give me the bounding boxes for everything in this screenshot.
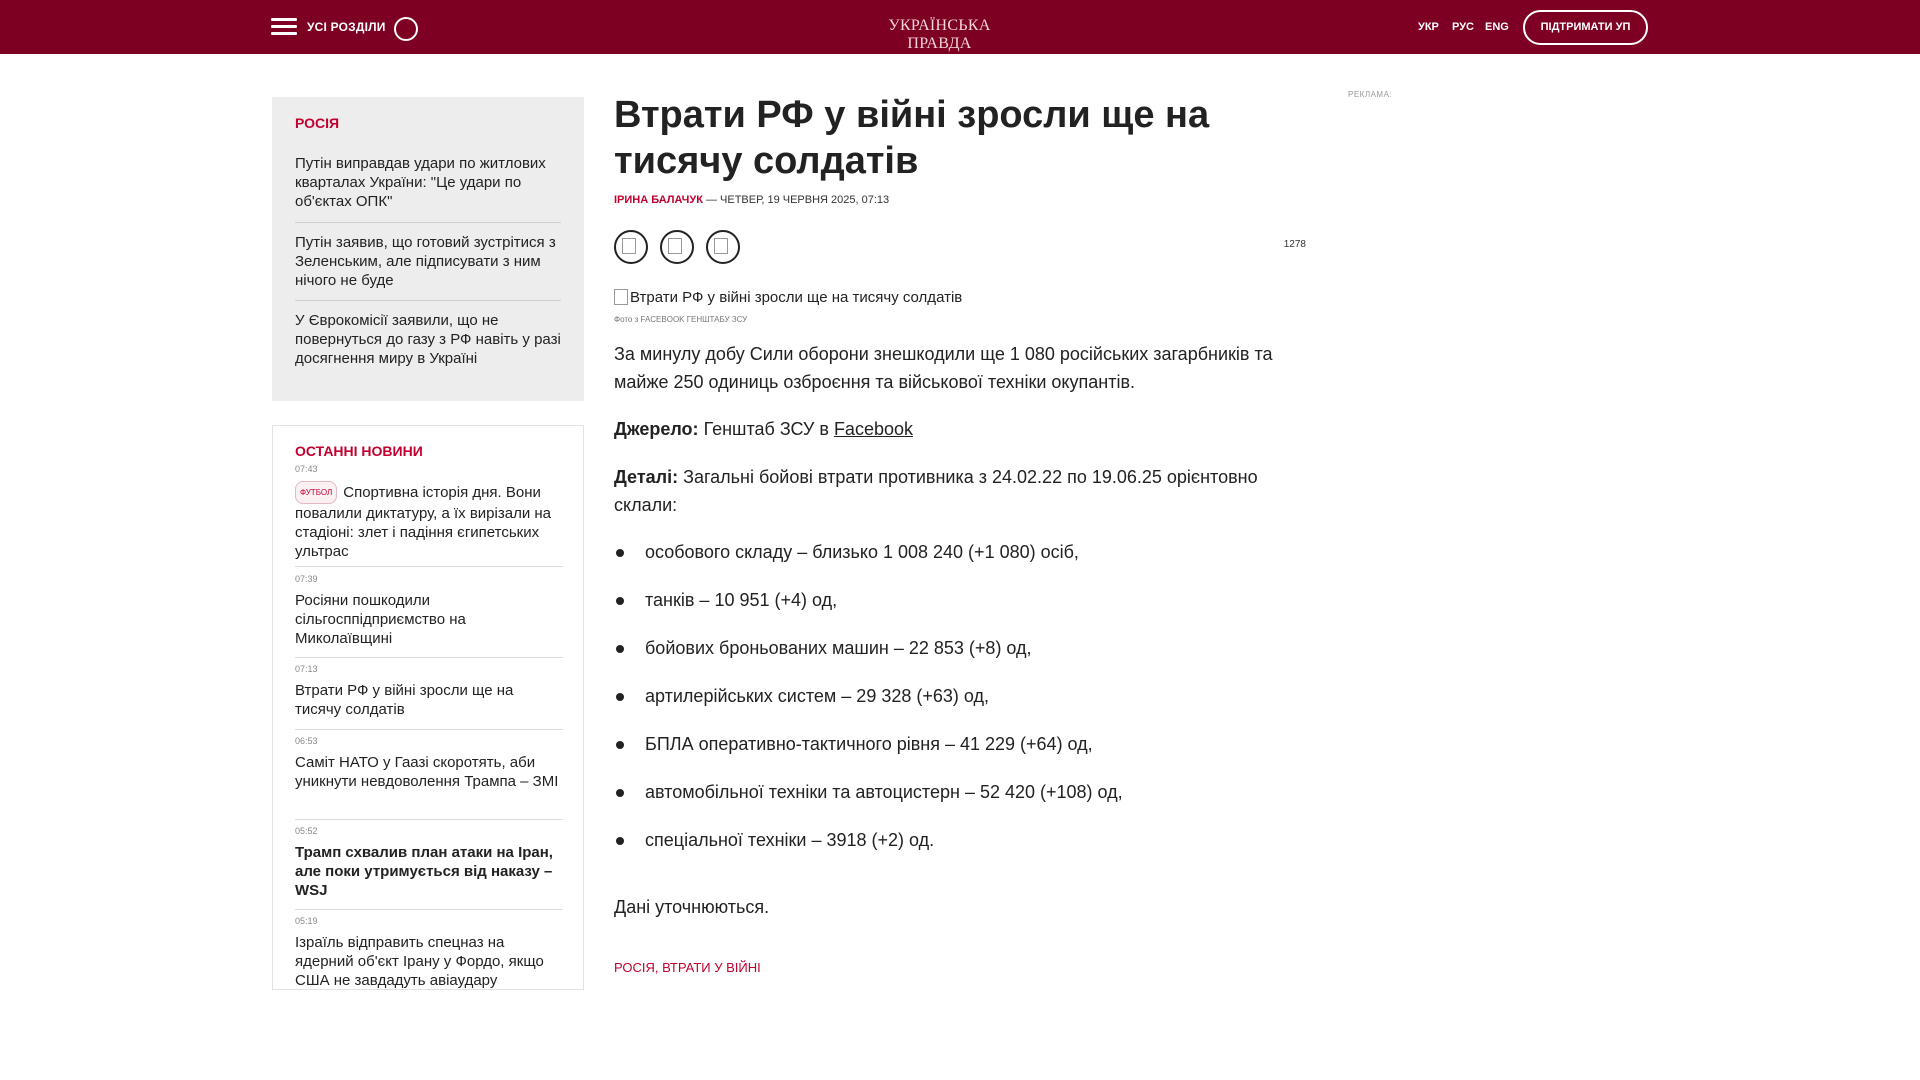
news-item[interactable] <box>295 574 563 648</box>
news-item[interactable] <box>295 464 563 561</box>
details-text: Загальні бойові втрати противника з 24.02.22 по 19.06.25 орієнтовно склали: <box>614 467 1258 515</box>
article-photo <box>614 289 962 306</box>
ad-label: РЕКЛАМА: <box>1348 90 1393 99</box>
news-title[interactable]: Втрати РФ у війні зросли ще на тисячу солдатів <box>295 682 514 718</box>
twitter-icon <box>668 238 682 254</box>
news-title-text: Спортивна історія дня. Вони повалили диктатуру, а їх вирізали на стадіоні: злет і падіння єгипетських ультрас <box>295 484 552 560</box>
share-telegram-button[interactable] <box>706 230 740 264</box>
lang-rus-link[interactable]: РУС <box>1452 21 1474 33</box>
article-date: — ЧЕТВЕР, 19 ЧЕРВНЯ 2025, 07:13 <box>702 194 890 206</box>
article-source <box>614 415 1314 443</box>
site-header <box>0 0 1920 54</box>
divider <box>295 222 561 223</box>
russia-news-link[interactable]: У Єврокомісії заявили, що не повернуться до газу з РФ навіть у разі досягнення миру в Україні <box>295 312 561 367</box>
news-item[interactable] <box>295 826 563 900</box>
article-details <box>614 463 1314 519</box>
share-twitter-button[interactable] <box>660 230 694 264</box>
source-text: Генштаб ЗСУ в <box>698 419 834 439</box>
article-lead: За минулу добу Сили оборони знешкодили ще 1 080 російських загарбників та майже 250 одиниць озброєння та військової техніки окупантів. <box>614 344 1273 392</box>
losses-item: особового складу – близько 1 008 240 (+1 080) осіб, <box>614 538 1314 586</box>
news-time: 07:13 <box>295 664 318 674</box>
losses-list <box>614 538 1314 874</box>
losses-item: бойових броньованих машин – 22 853 (+8) од, <box>614 634 1314 682</box>
news-item[interactable] <box>295 736 563 791</box>
support-button[interactable]: ПІДТРИМАТИ УП <box>1523 10 1648 45</box>
details-label: Деталі: <box>614 467 679 487</box>
byline <box>614 194 889 206</box>
latest-news-title: ОСТАННІ НОВИНИ <box>295 443 423 459</box>
divider <box>295 566 563 567</box>
news-title[interactable]: Росіяни пошкодили сільгосппідприємство на Миколаївщині <box>295 592 466 647</box>
news-time: 05:52 <box>295 826 318 836</box>
share-facebook-button[interactable] <box>614 230 648 264</box>
losses-item: танків – 10 951 (+4) од, <box>614 586 1314 634</box>
russia-news-link[interactable]: Путін виправдав удари по житлових кварталах України: "Це удари по об'єктах ОПК" <box>295 155 546 210</box>
tag-war-losses-link[interactable]: ВТРАТИ У ВІЙНІ <box>662 960 761 975</box>
article-closing: Дані уточнюються. <box>614 897 770 917</box>
divider <box>295 729 563 730</box>
tag-separator: , <box>654 960 663 975</box>
source-label: Джерело: <box>614 419 699 439</box>
losses-item: БПЛА оперативно-тактичного рівня – 41 229 (+64) од, <box>614 730 1314 778</box>
divider <box>295 819 563 820</box>
divider <box>295 657 563 658</box>
russia-section-box <box>272 97 584 401</box>
article-tags <box>614 960 761 975</box>
category-tag[interactable]: ФУТБОЛ <box>295 481 337 504</box>
losses-item: автомобільної техніки та автоцистерн – 52 420 (+108) од, <box>614 778 1314 826</box>
news-title[interactable]: Саміт НАТО у Гаазі скоротять, аби уникнути невдоволення Трампа – ЗМІ <box>295 754 559 790</box>
photo-caption: Фото з FACEBOOK ГЕНШТАБУ ЗСУ <box>614 315 748 324</box>
all-sections-link[interactable]: УСІ РОЗДІЛИ <box>307 20 386 34</box>
article-title: Втрати РФ у війні зросли ще на тисячу солдатів <box>614 94 1210 182</box>
search-icon[interactable] <box>394 17 418 41</box>
news-time: 06:53 <box>295 736 318 746</box>
news-item[interactable] <box>295 664 563 719</box>
news-time: 07:39 <box>295 574 318 584</box>
facebook-icon <box>622 238 636 254</box>
news-title[interactable] <box>295 481 563 561</box>
lang-eng-link[interactable]: ENG <box>1485 21 1509 33</box>
telegram-icon <box>714 238 728 254</box>
facebook-source-link[interactable]: Facebook <box>833 419 913 439</box>
view-count: 1278 <box>1283 239 1306 250</box>
lang-ukr-link[interactable]: УКР <box>1418 21 1439 33</box>
site-logo[interactable]: УКРАЇНСЬКА ПРАВДА <box>888 17 991 52</box>
divider <box>295 300 561 301</box>
losses-item: спеціальної техніки – 3918 (+2) од. <box>614 826 1314 874</box>
author-link[interactable]: ІРИНА БАЛАЧУК <box>614 194 703 206</box>
divider <box>295 909 563 910</box>
menu-icon[interactable] <box>271 18 297 38</box>
russia-section-title[interactable]: РОСІЯ <box>295 115 340 131</box>
news-time: 05:19 <box>295 916 318 926</box>
losses-item: артилерійських систем – 29 328 (+63) од, <box>614 682 1314 730</box>
russia-news-link[interactable]: Путін заявив, що готовий зустрітися з Зеленським, але підписувати з ним нічого не буде <box>295 234 556 289</box>
news-title[interactable]: Трамп схвалив план атаки на Іран, але поки утримується від наказу – WSJ <box>295 844 553 899</box>
news-item[interactable] <box>295 916 563 990</box>
news-title[interactable]: Ізраїль відправить спецназ на ядерний об'єкт Ірану у Фордо, якщо США не завдадуть авіаудару <box>295 934 544 989</box>
latest-news-box <box>272 425 584 990</box>
broken-image-icon <box>614 289 628 305</box>
photo-alt-text: Втрати РФ у війні зросли ще на тисячу солдатів <box>630 289 963 306</box>
tag-russia-link[interactable]: РОСІЯ <box>614 960 655 975</box>
news-time: 07:43 <box>295 464 318 474</box>
